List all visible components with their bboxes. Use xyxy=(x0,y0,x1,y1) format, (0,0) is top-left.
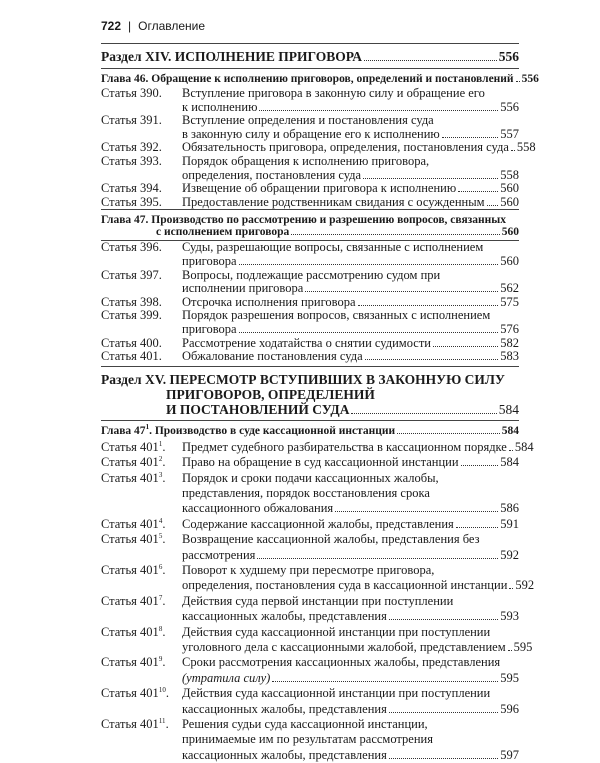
running-header xyxy=(101,16,521,36)
entry-label-text: Статья 396. xyxy=(101,240,162,255)
leader-dots xyxy=(458,191,498,192)
page-number: 722 xyxy=(101,19,122,33)
entry-label xyxy=(101,350,182,364)
leader-dots xyxy=(389,712,498,713)
entry-body xyxy=(182,517,519,532)
entry-line-text: приговора xyxy=(182,321,237,336)
entry-body xyxy=(182,141,536,155)
entry-label: Статья $401^8$. xyxy=(101,624,166,639)
entry-label-text: Статья 397. xyxy=(101,267,162,282)
toc-entry[interactable] xyxy=(101,532,519,563)
leader-dots xyxy=(365,359,499,360)
entry-body xyxy=(182,309,519,336)
entry-line-text: исполнении приговора xyxy=(182,281,304,296)
entry-line-text: принимаемые им по результатам рассмотрения xyxy=(182,732,433,747)
entry-line-text: Обжалование постановления суда xyxy=(182,349,363,364)
entry-label-text: Статья 398. xyxy=(101,294,162,309)
entry-line-text: Содержание кассационной жалобы, представления xyxy=(182,516,454,531)
entry-body xyxy=(182,337,519,351)
leader-dots xyxy=(389,758,498,759)
entry-line xyxy=(182,87,519,101)
section-15-heading[interactable]: Раздел XV. ПЕРЕСМОТР ВСТУПИВШИХ В ЗАКОННУЮ СИЛУ ПРИГОВОРОВ, ОПРЕДЕЛЕНИЙ И ПОСТАНОВЛЕНИЙ СУДА 584 xyxy=(101,371,519,417)
entry-label-sup: 2 xyxy=(158,454,163,463)
entry-line-text: кассационных жалобы, представления xyxy=(182,701,387,716)
chapter-46-heading[interactable]: Глава 46. Обращение к исполнению приговоров, определений и постановлений 556 xyxy=(101,73,539,85)
leader-dots xyxy=(257,558,498,559)
entry-label-sup: 11 xyxy=(158,716,166,725)
toc-entry[interactable] xyxy=(101,337,519,351)
entry-line-text: рассмотрения xyxy=(182,547,256,562)
entry-label-sup: 6 xyxy=(158,562,163,571)
entry-page: 596 xyxy=(500,701,519,716)
entry-line xyxy=(182,717,519,732)
header-title: Оглавление xyxy=(138,19,206,33)
entry-body xyxy=(182,296,519,310)
entry-label-sup: 4 xyxy=(158,516,163,525)
leader-dots xyxy=(461,465,499,466)
toc-entry[interactable] xyxy=(101,182,519,196)
entry-page: 584 xyxy=(500,455,519,470)
entry-page: 591 xyxy=(500,516,519,531)
entry-label xyxy=(101,241,182,268)
entry-line xyxy=(182,101,519,115)
entry-line xyxy=(182,440,534,455)
entry-label-text: Статья 394. xyxy=(101,181,162,196)
entry-line-text: Порядок обращения к исполнению приговора, xyxy=(182,153,430,168)
entry-line-text: Извещение об обращении приговора к исполнению xyxy=(182,181,457,196)
entry-label xyxy=(101,337,182,351)
entry-body xyxy=(182,182,519,196)
leader-dots xyxy=(363,178,498,179)
entry-line xyxy=(182,350,519,364)
toc-entry[interactable] xyxy=(101,155,519,182)
leader-dots xyxy=(358,305,499,306)
entry-page: 595 xyxy=(500,670,519,685)
entry-line xyxy=(182,594,519,609)
entry-label-text: Статья 401 xyxy=(101,439,159,454)
entry-label: Статья $401^{10}$. xyxy=(101,686,169,701)
entry-page: 582 xyxy=(500,335,519,350)
entry-label: Статья $401^6$. xyxy=(101,562,166,577)
entry-label-text: Статья 401 xyxy=(101,455,159,470)
leader-dots xyxy=(509,588,513,589)
leader-dots xyxy=(508,650,512,651)
entry-line-text: определения, постановления суда xyxy=(182,167,362,182)
entry-page: 560 xyxy=(500,181,519,196)
entry-body xyxy=(182,114,519,141)
entry-line xyxy=(182,455,519,470)
entry-line-text: Отсрочка исполнения приговора xyxy=(182,294,356,309)
entry-line-text: кассационных жалобы, представления xyxy=(182,609,387,624)
toc-entry[interactable] xyxy=(101,471,519,517)
entry-line-text: в законную силу и обращение его к исполнению xyxy=(182,126,440,141)
entry-page: 556 xyxy=(500,99,519,114)
entry-line xyxy=(182,501,519,516)
entry-label-text: Статья 392. xyxy=(101,140,162,155)
entry-line xyxy=(182,640,532,655)
entry-body xyxy=(182,594,519,625)
entry-body xyxy=(182,625,532,656)
leader-dots xyxy=(239,264,499,265)
entry-label: Статья $401^5$. xyxy=(101,531,166,547)
leader-dots xyxy=(511,150,515,151)
entry-label xyxy=(101,114,182,141)
toc-entry[interactable] xyxy=(101,87,519,114)
entry-line xyxy=(182,323,519,337)
entry-line xyxy=(182,196,519,210)
entry-line-text: Решения судьи суда кассационной инстанции, xyxy=(182,717,428,731)
chapter-46-list xyxy=(101,86,536,209)
leader-dots xyxy=(456,527,498,528)
entry-line-text: Суды, разрешающие вопросы, связанные с исполнением xyxy=(182,240,484,255)
entry-line-text: (утратила силу) xyxy=(182,670,271,685)
entry-line-text: Порядок и сроки подачи кассационных жалобы, xyxy=(182,470,439,485)
entry-label: Статья $401^7$. xyxy=(101,593,166,608)
entry-body xyxy=(182,717,519,763)
entry-line xyxy=(182,141,536,155)
entry-page: 558 xyxy=(516,140,536,155)
entry-line xyxy=(182,548,519,563)
entry-line-text: кассационного обжалования xyxy=(182,501,334,516)
entry-label-text: Статья 401 xyxy=(101,717,159,731)
entry-page: 560 xyxy=(500,194,519,209)
toc-entry[interactable] xyxy=(101,309,519,336)
entry-label-sup: 5 xyxy=(158,531,163,540)
chapter-47-heading[interactable]: Глава 47. Производство по рассмотрению и разрешению вопросов, связанных с исполнением приговора 560 xyxy=(101,214,519,239)
entry-line xyxy=(182,255,519,269)
entry-label: Статья $401^{11}$. xyxy=(101,716,169,731)
toc-entry[interactable] xyxy=(101,350,519,364)
entry-line xyxy=(182,517,519,532)
toc-entry[interactable] xyxy=(101,655,519,686)
entry-page: 597 xyxy=(500,747,519,762)
entry-line xyxy=(182,471,519,486)
chapter-47-list xyxy=(101,241,519,363)
entry-line xyxy=(182,169,519,183)
toc-entry[interactable] xyxy=(101,269,519,296)
entry-line xyxy=(182,155,519,169)
entry-line xyxy=(182,114,519,128)
entry-label: Статья $401^3$. xyxy=(101,470,166,485)
entry-line xyxy=(182,578,534,593)
entry-label-sup: 3 xyxy=(158,470,163,479)
entry-line-text: определения, постановления суда в кассационной инстанции xyxy=(182,578,508,593)
leader-dots xyxy=(442,137,499,138)
entry-line-text: представления, порядок восстановления срока xyxy=(182,485,430,500)
leader-dots xyxy=(335,511,498,512)
leader-dots xyxy=(487,205,499,206)
entry-line-text: Предоставление родственникам свидания с осужденным xyxy=(182,194,485,209)
entry-label-text: Статья 401 xyxy=(101,532,159,547)
entry-line xyxy=(182,282,519,296)
toc-entry[interactable] xyxy=(101,241,519,268)
entry-line xyxy=(182,563,534,578)
entry-line xyxy=(182,748,519,763)
entry-label xyxy=(101,269,182,296)
entry-label-text: Статья 390. xyxy=(101,86,162,100)
toc-entry[interactable] xyxy=(101,517,519,532)
toc-entry[interactable] xyxy=(101,439,534,455)
entry-line-text: Вступление определения и постановления суда xyxy=(182,113,434,128)
entry-line-text: Вступление приговора в законную силу и обращение его xyxy=(182,86,485,100)
entry-page: 584 xyxy=(514,439,534,454)
entry-body xyxy=(182,440,534,455)
entry-body xyxy=(182,155,519,182)
entry-body xyxy=(182,563,534,594)
header-separator: | xyxy=(128,19,132,33)
entry-line xyxy=(182,686,519,701)
toc-entry[interactable] xyxy=(101,114,519,141)
entry-line-text: Действия суда кассационной инстанции при поступлении xyxy=(182,686,491,701)
entry-line xyxy=(182,609,519,624)
entry-body xyxy=(182,455,519,470)
chapter-47-1-list xyxy=(101,439,535,763)
entry-line xyxy=(182,337,519,351)
entry-label-text: Статья 401 xyxy=(101,470,159,485)
entry-label-text: Статья 400. xyxy=(101,335,162,350)
entry-line-text: Вопросы, подлежащие рассмотрению судом при xyxy=(182,267,441,282)
entry-page: 593 xyxy=(500,609,519,624)
entry-label-sup: 9 xyxy=(158,655,163,664)
entry-body xyxy=(182,241,519,268)
entry-label-text: Статья 399. xyxy=(101,308,162,323)
entry-label xyxy=(101,196,182,210)
entry-label: Статья $401^1$. xyxy=(101,439,166,454)
entry-label-text: Статья 401 xyxy=(101,593,159,608)
entry-line-text: кассационных жалобы, представления xyxy=(182,747,387,762)
entry-page: 586 xyxy=(500,501,519,516)
toc-content xyxy=(101,43,539,763)
entry-body xyxy=(182,471,519,517)
entry-line-text: Сроки рассмотрения кассационных жалобы, представления xyxy=(182,655,501,670)
entry-line-text: Действия суда кассационной инстанции при поступлении xyxy=(182,624,491,639)
entry-body xyxy=(182,532,519,563)
entry-line xyxy=(182,296,519,310)
entry-line xyxy=(182,309,519,323)
toc-entry[interactable] xyxy=(101,455,519,470)
entry-label-text: Статья 401 xyxy=(101,516,159,531)
leader-dots xyxy=(259,110,498,111)
entry-line xyxy=(182,671,519,686)
entry-label xyxy=(101,155,182,182)
entry-label-text: Статья 401 xyxy=(101,655,159,670)
entry-page: 575 xyxy=(500,294,519,309)
entry-page: 592 xyxy=(500,547,519,562)
entry-line-text: Обязательность приговора, определения, постановления суда xyxy=(182,140,509,155)
chapter-47-1-heading[interactable]: Глава $47^1$. Производство в суде кассационной инстанции 584 xyxy=(101,422,519,437)
entry-line xyxy=(182,655,519,670)
entry-label xyxy=(101,87,182,114)
entry-line xyxy=(182,128,519,142)
entry-label-sup: 10 xyxy=(158,686,166,695)
entry-body xyxy=(182,87,519,114)
entry-page: 583 xyxy=(500,349,519,364)
entry-line xyxy=(182,269,519,283)
toc-entry[interactable] xyxy=(101,717,519,763)
entry-line-text: Право на обращение в суд кассационной инстанции xyxy=(182,455,459,470)
entry-label: Статья $401^9$. xyxy=(101,655,166,670)
entry-label xyxy=(101,296,182,310)
entry-page: 558 xyxy=(500,167,519,182)
entry-body xyxy=(182,655,519,686)
leader-dots xyxy=(272,681,498,682)
entry-page: 595 xyxy=(513,639,533,654)
entry-label-text: Статья 395. xyxy=(101,194,162,209)
entry-line-text: Порядок разрешения вопросов, связанных с исполнением xyxy=(182,308,491,323)
entry-line xyxy=(182,702,519,717)
entry-label-text: Статья 401 xyxy=(101,686,159,701)
entry-page: 592 xyxy=(515,578,535,593)
entry-line-text: Рассмотрение ходатайства о снятии судимости xyxy=(182,335,431,350)
leader-dots xyxy=(305,291,498,292)
entry-label-sup: 1 xyxy=(158,439,163,448)
entry-line xyxy=(182,625,532,640)
entry-line xyxy=(182,182,519,196)
toc-entry[interactable] xyxy=(101,686,519,717)
toc-entry[interactable] xyxy=(101,594,519,625)
entry-body xyxy=(182,686,519,717)
toc-entry[interactable] xyxy=(101,624,533,656)
leader-dots xyxy=(389,619,498,620)
entry-label xyxy=(101,141,182,155)
toc-entry[interactable] xyxy=(101,140,536,155)
toc-entry[interactable] xyxy=(101,196,519,210)
entry-label-text: Статья 401 xyxy=(101,624,159,639)
entry-label-sup: 7 xyxy=(158,593,163,602)
entry-label xyxy=(101,309,182,336)
entry-page: 557 xyxy=(500,126,519,141)
entry-label-sup: 8 xyxy=(158,624,163,633)
entry-page: 562 xyxy=(500,281,519,296)
entry-page: 576 xyxy=(500,321,519,336)
entry-line-text: Возвращение кассационной жалобы, представления без xyxy=(182,532,480,547)
leader-dots xyxy=(433,346,498,347)
entry-line-text: уголовного дела с кассационными жалобой, представлением xyxy=(182,639,506,654)
entry-label-text: Статья 391. xyxy=(101,113,162,128)
entry-page: 560 xyxy=(500,253,519,268)
entry-label-text: Статья 401. xyxy=(101,349,162,364)
entry-line xyxy=(182,486,519,501)
entry-body xyxy=(182,196,519,210)
entry-line xyxy=(182,732,519,747)
entry-line-text: приговора xyxy=(182,253,237,268)
toc-entry[interactable] xyxy=(101,562,535,594)
leader-dots xyxy=(509,450,513,451)
entry-label-text: Статья 401 xyxy=(101,562,159,577)
entry-line-text: Поворот к худшему при пересмотре приговора, xyxy=(182,562,435,577)
entry-label: Статья $401^4$. xyxy=(101,516,166,531)
entry-line-text: Действия суда первой инстанции при поступлении xyxy=(182,593,454,608)
entry-label: Статья $401^2$. xyxy=(101,454,166,470)
leader-dots xyxy=(239,332,499,333)
entry-line xyxy=(182,532,519,547)
section-14-heading[interactable]: Раздел XIV. ИСПОЛНЕНИЕ ПРИГОВОРА 556 xyxy=(101,49,519,64)
entry-label xyxy=(101,182,182,196)
entry-body xyxy=(182,350,519,364)
entry-line-text: к исполнению xyxy=(182,99,258,114)
entry-body xyxy=(182,269,519,296)
entry-label-text: Статья 393. xyxy=(101,153,162,168)
entry-line xyxy=(182,241,519,255)
toc-entry[interactable] xyxy=(101,296,519,310)
entry-line-text: Предмет судебного разбирательства в кассационном порядке xyxy=(182,439,507,454)
